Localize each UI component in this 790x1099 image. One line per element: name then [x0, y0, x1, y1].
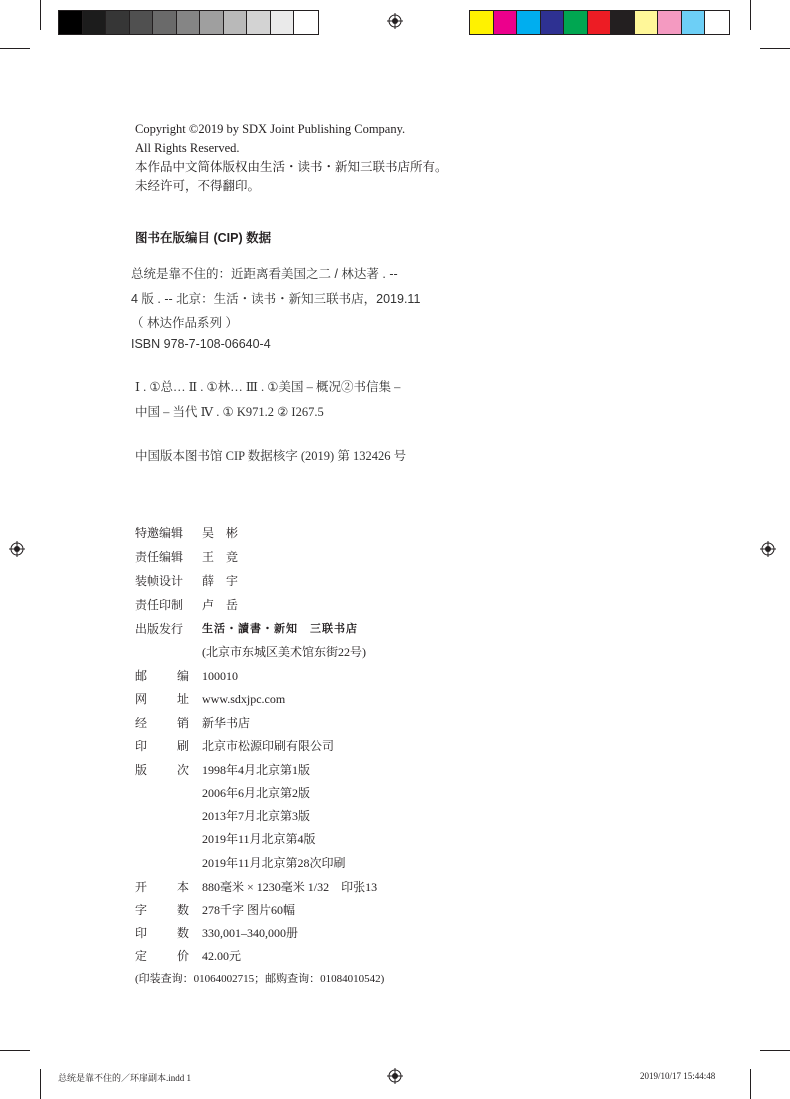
gray-swatch: [106, 11, 130, 34]
row-label: 价: [176, 949, 189, 963]
row-value: 330,001–340,000册: [202, 926, 299, 940]
website-value: www.sdxjpc.com: [202, 692, 286, 706]
row-label: 开: [135, 880, 148, 894]
crop-mark: [0, 48, 30, 49]
edition-value: 2019年11月北京第28次印刷: [202, 856, 346, 870]
color-swatch: [611, 11, 635, 34]
row-label: 经: [135, 716, 148, 730]
cip-line: （ 林达作品系列 ）: [131, 316, 238, 330]
cip-heading: 图书在版编目 (CIP) 数据: [135, 231, 272, 245]
registration-mark-icon: [387, 13, 403, 29]
publisher-address: (北京市东城区美术馆东街22号): [202, 645, 366, 659]
color-swatch: [682, 11, 706, 34]
cip-classification: Ⅰ . ①总… Ⅱ . ①林… Ⅲ . ①美国 – 概况②书信集 –: [135, 380, 401, 394]
row-label: 网: [135, 692, 148, 706]
edition-value: 2013年7月北京第3版: [202, 809, 311, 823]
row-label: 印: [135, 739, 148, 753]
registration-mark-icon: [760, 541, 776, 557]
file-slug: 总统是靠不住的／环扉副本.indd 1: [58, 1073, 192, 1083]
gray-swatch: [224, 11, 248, 34]
row-label: 数: [176, 926, 189, 940]
row-label: 本: [176, 880, 189, 894]
gray-swatch: [294, 11, 318, 34]
cip-line: 4 版 . -- 北京：生活・读书・新知三联书店，2019.11: [131, 292, 421, 306]
row-label: 装帧设计: [135, 574, 184, 588]
crop-mark: [760, 48, 790, 49]
color-swatch: [470, 11, 494, 34]
crop-mark: [40, 1069, 41, 1099]
row-label: 责任印制: [135, 598, 184, 612]
row-label: 邮: [135, 669, 148, 683]
gray-swatch: [200, 11, 224, 34]
row-label: 定: [135, 949, 148, 963]
row-label: 址: [176, 692, 189, 706]
cip-isbn: ISBN 978-7-108-06640-4: [131, 337, 271, 351]
crop-mark: [40, 0, 41, 30]
copyright-line: Copyright ©2019 by SDX Joint Publishing Company.: [135, 122, 406, 136]
row-label: 印: [135, 926, 148, 940]
registration-mark-icon: [387, 1068, 403, 1084]
color-swatch: [658, 11, 682, 34]
edition-value: 2006年6月北京第2版: [202, 786, 311, 800]
rights-reserved-line: All Rights Reserved.: [135, 141, 240, 155]
no-reprint-line: 未经许可，不得翻印。: [135, 179, 261, 193]
crop-mark: [750, 1069, 751, 1099]
color-swatch: [705, 11, 729, 34]
row-label: 销: [176, 716, 189, 730]
row-label: 字: [135, 903, 148, 917]
row-value: 880毫米 × 1230毫米 1/32 印张13: [202, 880, 378, 894]
row-label: 责任编辑: [135, 550, 184, 564]
color-swatch: [635, 11, 659, 34]
row-value: 吴 彬: [202, 526, 239, 540]
gray-swatch: [153, 11, 177, 34]
color-swatch: [541, 11, 565, 34]
crop-mark: [0, 1050, 30, 1051]
gray-swatch: [177, 11, 201, 34]
gray-swatch: [59, 11, 83, 34]
registration-mark-icon: [9, 541, 25, 557]
row-label: 特邀编辑: [135, 526, 184, 540]
row-value: 100010: [202, 669, 238, 683]
row-value: 薛 宇: [202, 574, 239, 588]
row-value: 42.00元: [202, 949, 242, 963]
row-value: 北京市松源印刷有限公司: [202, 739, 335, 753]
cip-record-number: 中国版本图书馆 CIP 数据核字 (2019) 第 132426 号: [135, 449, 407, 463]
contact-row: [135, 971, 384, 987]
row-label: 次: [176, 763, 189, 777]
gray-swatch: [271, 11, 295, 34]
row-label: 数: [176, 903, 189, 917]
row-label: 出版发行: [135, 622, 184, 636]
contact-info: (印装查询：01064002715；邮购查询：01084010542): [135, 973, 385, 985]
crop-mark: [750, 0, 751, 30]
grayscale-calibration-bar: [58, 10, 319, 35]
crop-mark: [760, 1050, 790, 1051]
row-value: 卢 岳: [202, 598, 239, 612]
row-label: 编: [176, 669, 189, 683]
color-swatch: [564, 11, 588, 34]
row-label: 版: [135, 763, 148, 777]
timestamp-slug: 2019/10/17 15:44:48: [640, 1071, 716, 1081]
publisher-logo: 生活・讀書・新知 三联书店: [202, 623, 358, 635]
gray-swatch: [83, 11, 107, 34]
row-label: 刷: [176, 739, 189, 753]
copyright-cn-line: 本作品中文简体版权由生活・读书・新知三联书店所有。: [135, 160, 448, 174]
row-value: 王 竞: [202, 550, 239, 564]
color-calibration-bar: [469, 10, 730, 35]
color-swatch: [517, 11, 541, 34]
color-swatch: [494, 11, 518, 34]
gray-swatch: [130, 11, 154, 34]
edition-value: 1998年4月北京第1版: [202, 763, 311, 777]
cip-line: 总统是靠不住的：近距离看美国之二 / 林达著 . --: [131, 267, 398, 281]
color-swatch: [588, 11, 612, 34]
gray-swatch: [247, 11, 271, 34]
row-value: 新华书店: [202, 716, 251, 730]
edition-value: 2019年11月北京第4版: [202, 832, 316, 846]
cip-classification: 中国 – 当代 Ⅳ . ① K971.2 ② I267.5: [135, 405, 324, 419]
row-value: 278千字 图片60幅: [202, 903, 296, 917]
